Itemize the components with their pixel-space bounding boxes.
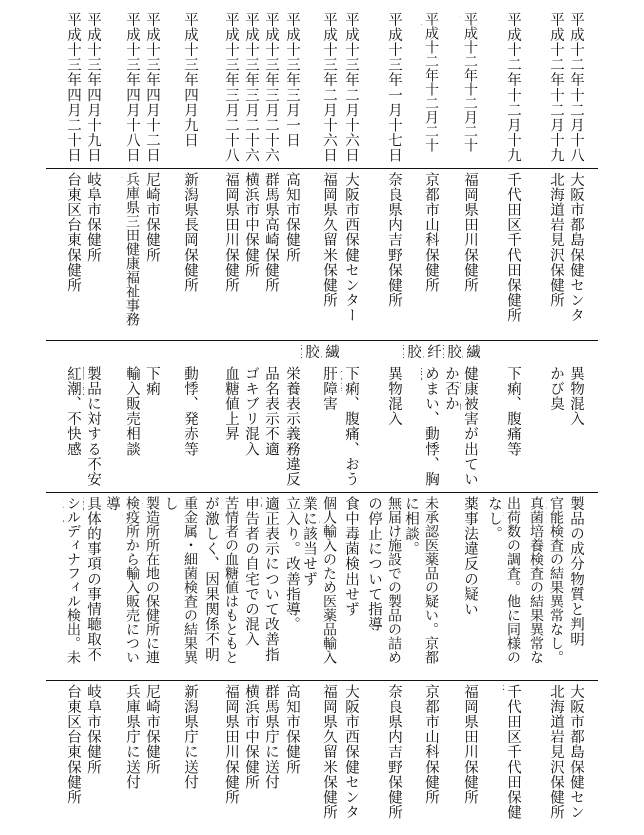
cell-office: 福岡県久留米保健所 — [321, 172, 337, 308]
cell-date: 平成十二年十二月二十 — [423, 12, 439, 152]
cell-result: 立入り。改善指導。 — [284, 496, 300, 632]
cell-office: 群馬県高崎保健所 — [263, 172, 279, 293]
cell-problem: めまい、動悸、胸 — [423, 366, 439, 487]
cell-office: 横浜市中保健所 — [243, 172, 259, 278]
cell-date: 平成十三年三月二十八 — [223, 12, 239, 163]
cell-date: 平成十三年三月一日 — [284, 12, 300, 148]
cell-date: 平成十三年四月十九日 — [85, 12, 101, 163]
cell-problem: 下痢、腹痛、おう — [343, 366, 359, 487]
cell-office: 奈良県内吉野保健所 — [386, 172, 402, 308]
cell-office: 尼崎市保健所 — [144, 172, 160, 263]
cell-office: 京都市山科保健所 — [423, 172, 439, 293]
cell-office: 福岡県田川保健所 — [462, 172, 478, 293]
cell-date: 平成十三年四月十二日 — [144, 12, 160, 163]
row-divider — [46, 680, 598, 681]
cell-product: 胶 — [405, 344, 421, 360]
cell-report: 福岡県田川保健所 — [462, 684, 478, 805]
cell-report: 岐阜市保健所 — [85, 684, 101, 775]
cell-office: 高知市保健所 — [284, 172, 300, 263]
cell-office: 福岡県田川保健所 — [223, 172, 239, 293]
cell-report: 高知市保健所 — [284, 684, 300, 775]
cell-report: 台東区台東保健所 — [65, 684, 81, 805]
cell-problem: 下痢 — [144, 366, 160, 397]
row-divider — [46, 340, 598, 341]
cell-report: 横浜市中保健所 — [243, 684, 259, 790]
cell-date: 平成十三年二月十六日 — [343, 12, 359, 163]
cell-date: 平成十三年四月十八日 — [124, 12, 140, 163]
cell-problem: 健康被害が出てい — [462, 366, 478, 487]
cell-problem: 異物混入 — [386, 366, 402, 427]
cell-result: 具体的事項の事情聴取不 — [85, 496, 101, 663]
cell-result: 無届け施設での製品の詰め — [386, 496, 402, 664]
cell-office: 新潟県長岡保健所 — [182, 172, 198, 293]
cell-problem: 動悸、発赤等 — [182, 366, 198, 457]
cell-office: 兵庫県三田健康福祉事務 — [124, 172, 140, 326]
cell-result: 製品の成分物質と判明 — [568, 496, 584, 647]
cell-result: なし。 — [486, 496, 502, 542]
cell-problem: 品名表示不適 — [263, 366, 279, 457]
cell-date: 平成十三年一月十七日 — [386, 12, 402, 163]
cell-problem: 下痢、腹痛等 — [505, 366, 521, 457]
cell-result: 検疫所から輸入販売につい — [124, 496, 140, 664]
cell-report: 京都市山科保健所 — [423, 684, 439, 805]
cell-report: 大阪市西保健センタ — [343, 684, 359, 820]
cell-result: 苦情者の血糖値はもともと — [223, 496, 239, 664]
cell-product: 胶 — [445, 344, 461, 360]
cell-result: 出荷数の調査。他に同様の — [505, 496, 521, 664]
cell-result: 官能検査の結果異常なし。 — [548, 496, 564, 664]
cell-result: 食中毒菌検出せず — [343, 496, 359, 617]
cell-date: 平成十二年十二月十九 — [505, 12, 521, 163]
cell-problem: 肝障害 — [321, 366, 337, 412]
cell-date: 平成十三年四月九日 — [182, 12, 198, 148]
cell-report: 福岡県田川保健所 — [223, 684, 239, 805]
cell-report: 奈良県内吉野保健所 — [386, 684, 402, 820]
cell-product: 繊 — [464, 344, 480, 360]
cell-office: 台東区台東保健所 — [65, 172, 81, 293]
cell-result: 真菌培養検査の結果異常な — [528, 496, 544, 664]
cell-date: 平成十二年十二月二十 — [462, 12, 478, 152]
cell-result: シルディナフィル検出。未 — [65, 496, 81, 664]
cell-date: 平成十三年三月二十六 — [263, 12, 279, 163]
cell-office: 北海道岩見沢保健所 — [548, 172, 564, 308]
cell-result: の停止について指導 — [366, 496, 382, 632]
cell-problem: 血糖値上昇 — [223, 366, 239, 442]
cell-result: 個人輸入のため医薬品輸入 — [321, 496, 337, 664]
cell-report: 群馬県庁に送付 — [263, 684, 279, 790]
cell-product: 胶 — [303, 344, 319, 360]
cell-result: 重金属・細菌検査の結果異 — [182, 496, 198, 664]
row-divider — [46, 492, 598, 493]
cell-problem: 紅潮、不快感 — [65, 366, 81, 457]
cell-problem: 異物混入 — [568, 366, 584, 427]
cell-report: 兵庫県庁に送付 — [124, 684, 140, 790]
cell-date: 平成十二年十二月十八 — [568, 12, 584, 163]
cell-problem: か否か — [443, 366, 459, 412]
cell-result: 業に該当せず — [301, 496, 317, 587]
cell-problem: 輸入販売相談 — [124, 366, 140, 457]
cell-report: 北海道岩見沢保健所 — [548, 684, 564, 820]
cell-product: 纤 — [425, 344, 441, 360]
cell-result: し — [162, 496, 178, 512]
cell-result: 導 — [104, 496, 120, 512]
cell-problem: ゴキブリ混入 — [243, 366, 259, 457]
cell-result: 薬事法違反の疑い — [462, 496, 478, 617]
cell-result: 製造所所在地の保健所に連 — [144, 496, 160, 664]
cell-report: 尼崎市保健所 — [144, 684, 160, 775]
cell-result: が激しく、因果関係不明 — [203, 496, 219, 663]
cell-report: 大阪市都島保健セン — [568, 684, 584, 820]
cell-problem: かび臭 — [548, 366, 564, 412]
row-divider — [46, 168, 598, 169]
cell-office: 大阪市西保健センター — [343, 172, 359, 323]
cell-report: 千代田区千代田保健 — [505, 684, 521, 820]
cell-report: 福岡県久留米保健所 — [321, 684, 337, 820]
cell-office: 岐阜市保健所 — [85, 172, 101, 263]
cell-date: 平成十三年四月二十日 — [65, 12, 81, 163]
cell-result: に相談。 — [403, 496, 419, 557]
cell-date: 平成十二年十二月十九 — [548, 12, 564, 163]
cell-result: 申告者の自宅での混入 — [243, 496, 259, 647]
cell-problem: 製品に対する不安 — [85, 366, 101, 487]
cell-result: 適正表示について改善指 — [263, 496, 279, 663]
cell-product: 繊 — [323, 344, 339, 360]
cell-office: 大阪市都島保健センタ — [568, 172, 584, 323]
cell-result: 未承認医薬品の疑い。京都 — [423, 496, 439, 664]
cell-problem: 栄養表示義務違反 — [284, 366, 300, 487]
cell-office: 千代田区千代田保健所 — [505, 172, 521, 323]
cell-date: 平成十三年三月二十六 — [243, 12, 259, 163]
cell-report: 新潟県庁に送付 — [182, 684, 198, 790]
cell-date: 平成十三年二月十六日 — [321, 12, 337, 163]
